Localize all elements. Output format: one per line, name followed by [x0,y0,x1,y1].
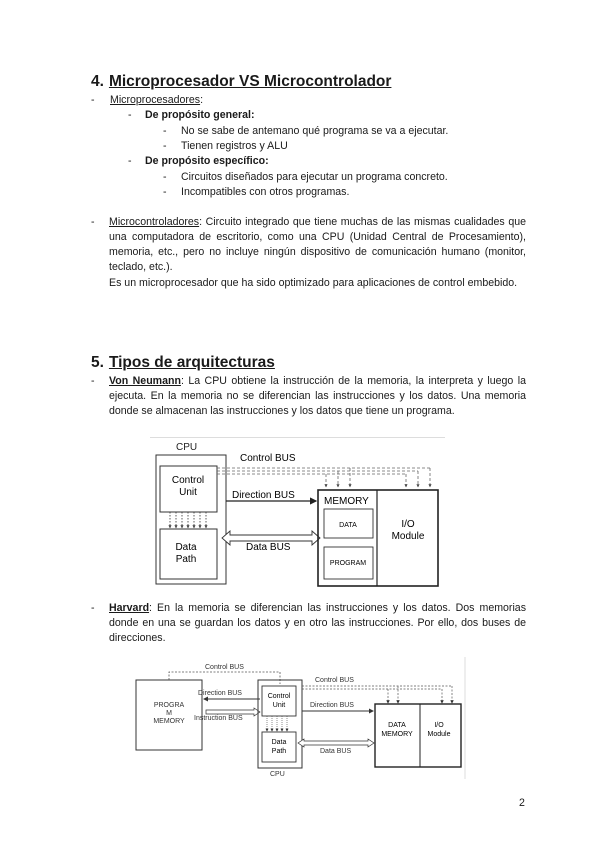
harvard-diagram [130,657,468,779]
program-memory-label-1: PROGRA [153,702,185,709]
data-path-box [262,732,296,762]
cpu-label: CPU [176,442,198,453]
program-memory-label-3: MEMORY [153,718,185,725]
harvard-label: Harvard [109,602,150,614]
data-bus-label: Data BUS [320,748,352,755]
memory-label: MEMORY [324,496,369,507]
cpu-label: CPU [270,771,285,778]
bullet-dash: - [163,171,167,183]
data-memory-label: DATA [339,522,357,529]
specific-item-1: Circuitos diseñados para ejecutar un programa concreto. [181,171,448,183]
von-neumann-diagram [150,437,445,589]
data-path-label-1: Data [175,542,197,553]
section-4-number: 4. [91,73,104,90]
bullet-dash: - [163,140,167,152]
control-bus-top-label: Control BUS [205,664,244,671]
bullet-dash: - [91,94,95,106]
general-item-1: No se sabe de antemano qué programa se va a ejecutar. [181,125,449,137]
data-memory-label-1: DATA [388,722,406,729]
control-bus-right-lines [302,686,452,703]
bullet-dash: - [163,186,167,198]
specific-purpose-label: De propósito específico: [145,155,269,167]
program-memory-label-2: M [166,710,172,717]
control-bus-lines [217,468,430,487]
page-number: 2 [519,797,525,809]
data-path-label-2: Path [175,554,197,565]
data-bus-label: Data BUS [246,542,291,553]
data-memory-label-2: MEMORY [381,731,413,738]
direction-bus-left-label: Direction BUS [198,690,242,697]
section-4-title: Microprocesador VS Microcontrolador [108,73,392,90]
control-unit-label-2: Unit [179,487,197,498]
io-label-2: Module [427,731,451,738]
bullet-dash: - [128,109,132,121]
harvard-paragraph: Harvard: En la memoria se diferencian las instrucciones y los datos. Dos memorias donde en una se guardan los datos y en otro las instrucciones. Por ello, dos buses de direcciones. [109,602,526,644]
io-label-1: I/O [434,722,444,729]
von-neumann-paragraph: Von Neumann: La CPU obtiene la instrucción de la memoria, la interpreta y luego la ejecuta. En la memoria no se diferencian las instrucciones y los datos. Una memoria donde se almacenan las instrucciones y los datos que tiene un programa. [109,375,526,417]
section-4-heading [91,73,391,91]
bullet-dash: - [91,216,95,228]
data-path-label-1: Data [271,739,287,746]
control-unit-box [262,686,296,716]
microcontroladores-paragraph-2: Es un microprocesador que ha sido optimizado para aplicaciones de control embebido. [109,277,518,289]
general-purpose-label: De propósito general: [145,109,255,121]
control-unit-label-1: Control [171,475,205,486]
general-item-2: Tienen registros y ALU [181,140,288,152]
bullet-dash: - [91,602,95,614]
control-signals [267,716,287,731]
control-bus-top-line [169,672,280,684]
direction-bus-label: Direction BUS [232,490,295,501]
direction-bus-right-label: Direction BUS [310,702,354,709]
io-label-2: Module [391,531,425,542]
control-unit-label-2: Unit [272,702,286,709]
program-memory-label: PROGRAM [329,560,367,567]
section-5-title: Tipos de arquitecturas [108,354,275,371]
microcontroladores-label: Microcontroladores [109,216,200,228]
io-label-1: I/O [401,519,415,530]
control-bus-right-label: Control BUS [315,677,354,684]
control-bus-label: Control BUS [240,453,296,464]
control-unit-label-1: Control [267,693,291,700]
microprocesadores-label: Microprocesadores: [110,94,204,106]
data-path-label-2: Path [271,748,287,755]
section-5-number: 5. [91,354,104,371]
section-5-heading [91,354,275,372]
microcontroladores-paragraph: Microcontroladores: Circuito integrado que tiene muchas de las mismas cualidades que una computadora de escritorio, como una CPU (Unidad Central de Procesamiento), memoria, etc., pero no incluye ningún dispositivo de comunicación humano (monitor, teclado, etc.). [109,216,526,273]
bullet-dash: - [163,125,167,137]
von-neumann-label: Von Neumann [109,375,181,387]
specific-item-2: Incompatibles con otros programas. [181,186,350,198]
bullet-dash: - [91,375,95,387]
control-signals [170,512,206,528]
bullet-dash: - [128,155,132,167]
instruction-bus-label: Instruction BUS [194,715,243,722]
